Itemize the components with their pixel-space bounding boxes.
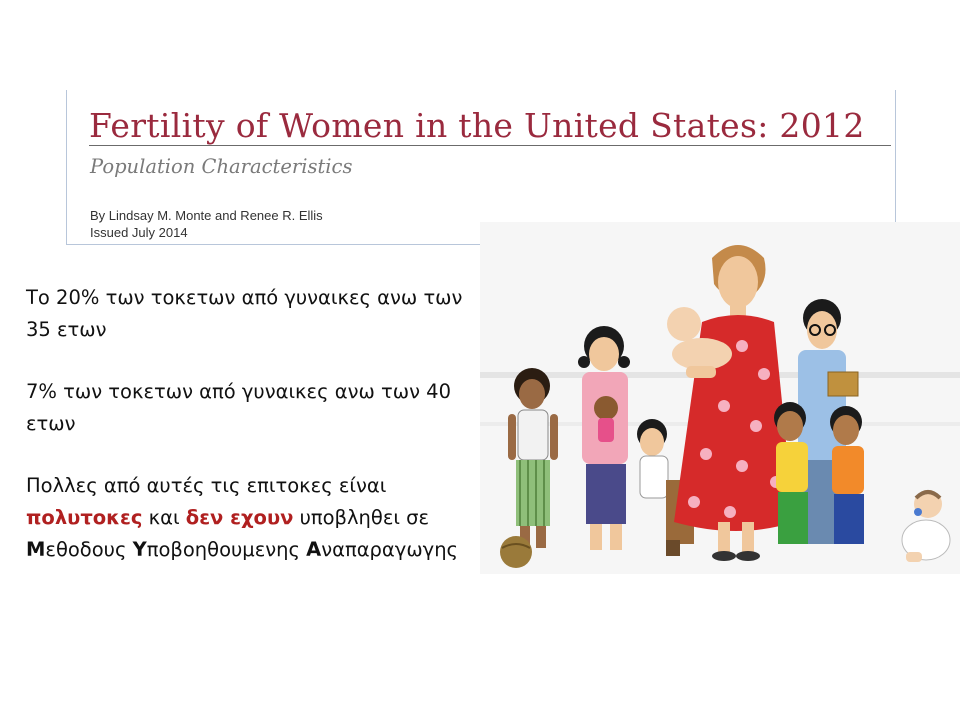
initial-m: Μ bbox=[26, 538, 46, 561]
report-authors: By Lindsay M. Monte and Renee R. Ellis bbox=[90, 208, 323, 223]
text-run: ποβοηθουμενης bbox=[146, 538, 307, 561]
initial-y: Υ bbox=[132, 538, 147, 561]
report-subtitle: Population Characteristics bbox=[90, 155, 353, 178]
text-run: Πολλες από αυτές τις επιτοκες είναι bbox=[26, 474, 387, 497]
text-run: και bbox=[142, 506, 186, 529]
family-illustration bbox=[480, 222, 960, 574]
text-run: υποβληθει σε bbox=[293, 506, 430, 529]
text-run: εθοδους bbox=[45, 538, 133, 561]
paragraph-births-over-35: Το 20% των τοκετων από γυναικες ανω των 35 ετων bbox=[26, 286, 463, 341]
paragraph-births-over-40: 7% των τοκετων από γυναικες ανω των 40 ετων bbox=[26, 380, 451, 435]
report-issued-date: Issued July 2014 bbox=[90, 225, 188, 240]
report-title: Fertility of Women in the United States: 2012 bbox=[89, 106, 865, 145]
emphasis-multiparous: πολυτοκες bbox=[26, 506, 143, 529]
title-divider bbox=[89, 145, 891, 146]
text-run: ναπαραγωγης bbox=[321, 538, 459, 561]
initial-a: Α bbox=[306, 538, 322, 561]
paragraph-multiparous bbox=[26, 470, 466, 566]
emphasis-have-not: δεν εχουν bbox=[185, 506, 294, 529]
body-text bbox=[26, 282, 466, 566]
